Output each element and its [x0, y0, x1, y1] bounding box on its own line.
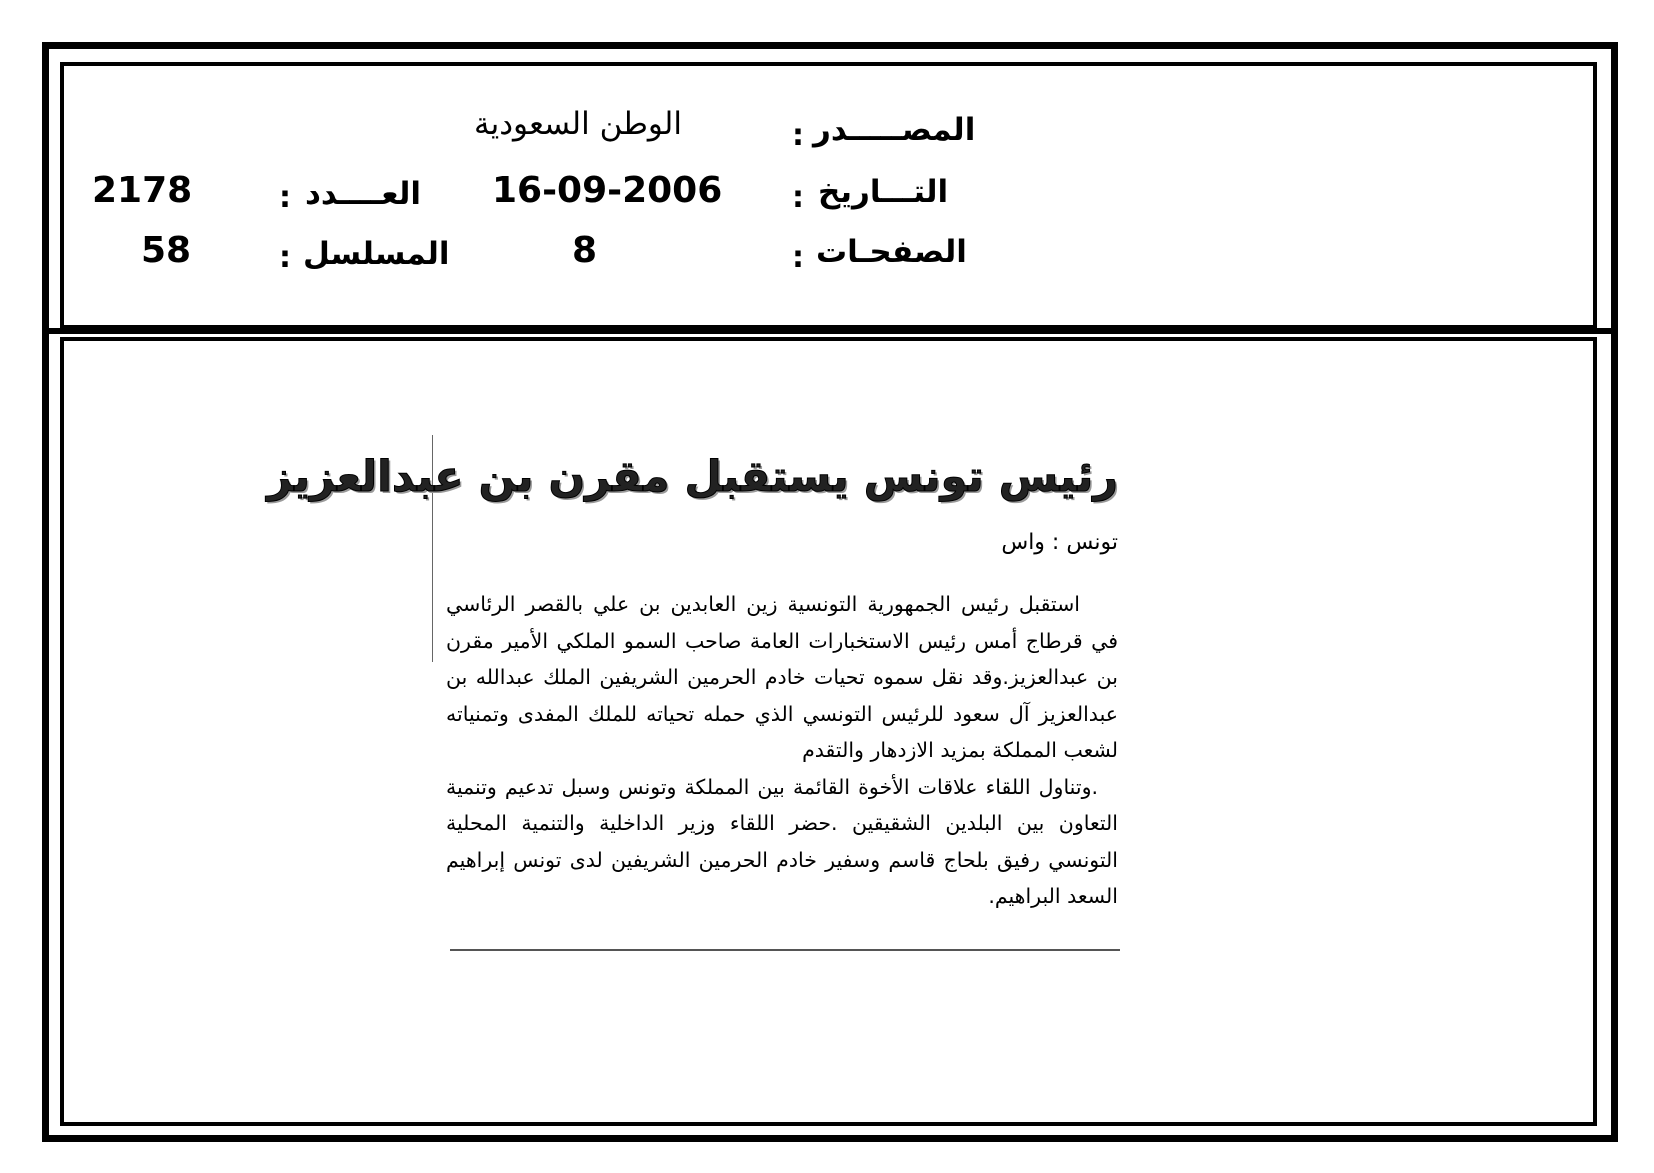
- issue-colon: :: [279, 180, 291, 215]
- source-label: المصـــــدر: [813, 112, 976, 148]
- article-headline: رئيس تونس يستقبل مقرن بن عبدالعزيز: [267, 452, 1118, 502]
- pages-label: الصفحـات: [816, 234, 967, 270]
- serial-value: 58: [141, 230, 192, 271]
- issue-value: 2178: [92, 170, 193, 211]
- source-colon: :: [792, 118, 804, 153]
- date-value: 16-09-2006: [492, 170, 723, 211]
- source-value: الوطن السعودية: [474, 106, 682, 142]
- article-bottom-rule: [450, 949, 1120, 951]
- serial-colon: :: [279, 240, 291, 275]
- article-paragraph: .وتناول اللقاء علاقات الأخوة القائمة بين المملكة وتونس وسبل تدعيم وتنمية التعاون بين البلدين الشقيقين .حضر اللقاء وزير الداخلية والتنمية المحلية التونسي رفيق بلحاج قاسم وسفير خادم الحرمين الشريفين لدى تونس إبراهيم السعد البراهيم.: [446, 774, 1118, 908]
- issue-label: العــــدد: [305, 176, 421, 212]
- date-colon: :: [792, 180, 804, 215]
- serial-label: المسلسل: [303, 236, 450, 272]
- article-dateline: تونس : واس: [1001, 530, 1118, 555]
- header-divider: [49, 328, 1611, 334]
- pages-colon: :: [792, 240, 804, 275]
- article-body: [446, 586, 1118, 915]
- date-label: التـــاريخ: [818, 174, 949, 210]
- pages-value: 8: [572, 230, 598, 271]
- article-paragraph: استقبل رئيس الجمهورية التونسية زين العابدين بن علي بالقصر الرئاسي في قرطاج أمس رئيس الاستخبارات العامة صاحب السمو الملكي الأمير مقرن بن عبدالعزيز.وقد نقل سموه تحيات خادم الحرمين الشريفين الملك عبدالله بن عبدالعزيز آل سعود للرئيس التونسي الذي حمله تحياته للملك المفدى وتمنياته لشعب المملكة بمزيد الازدهار والتقدم: [446, 592, 1118, 762]
